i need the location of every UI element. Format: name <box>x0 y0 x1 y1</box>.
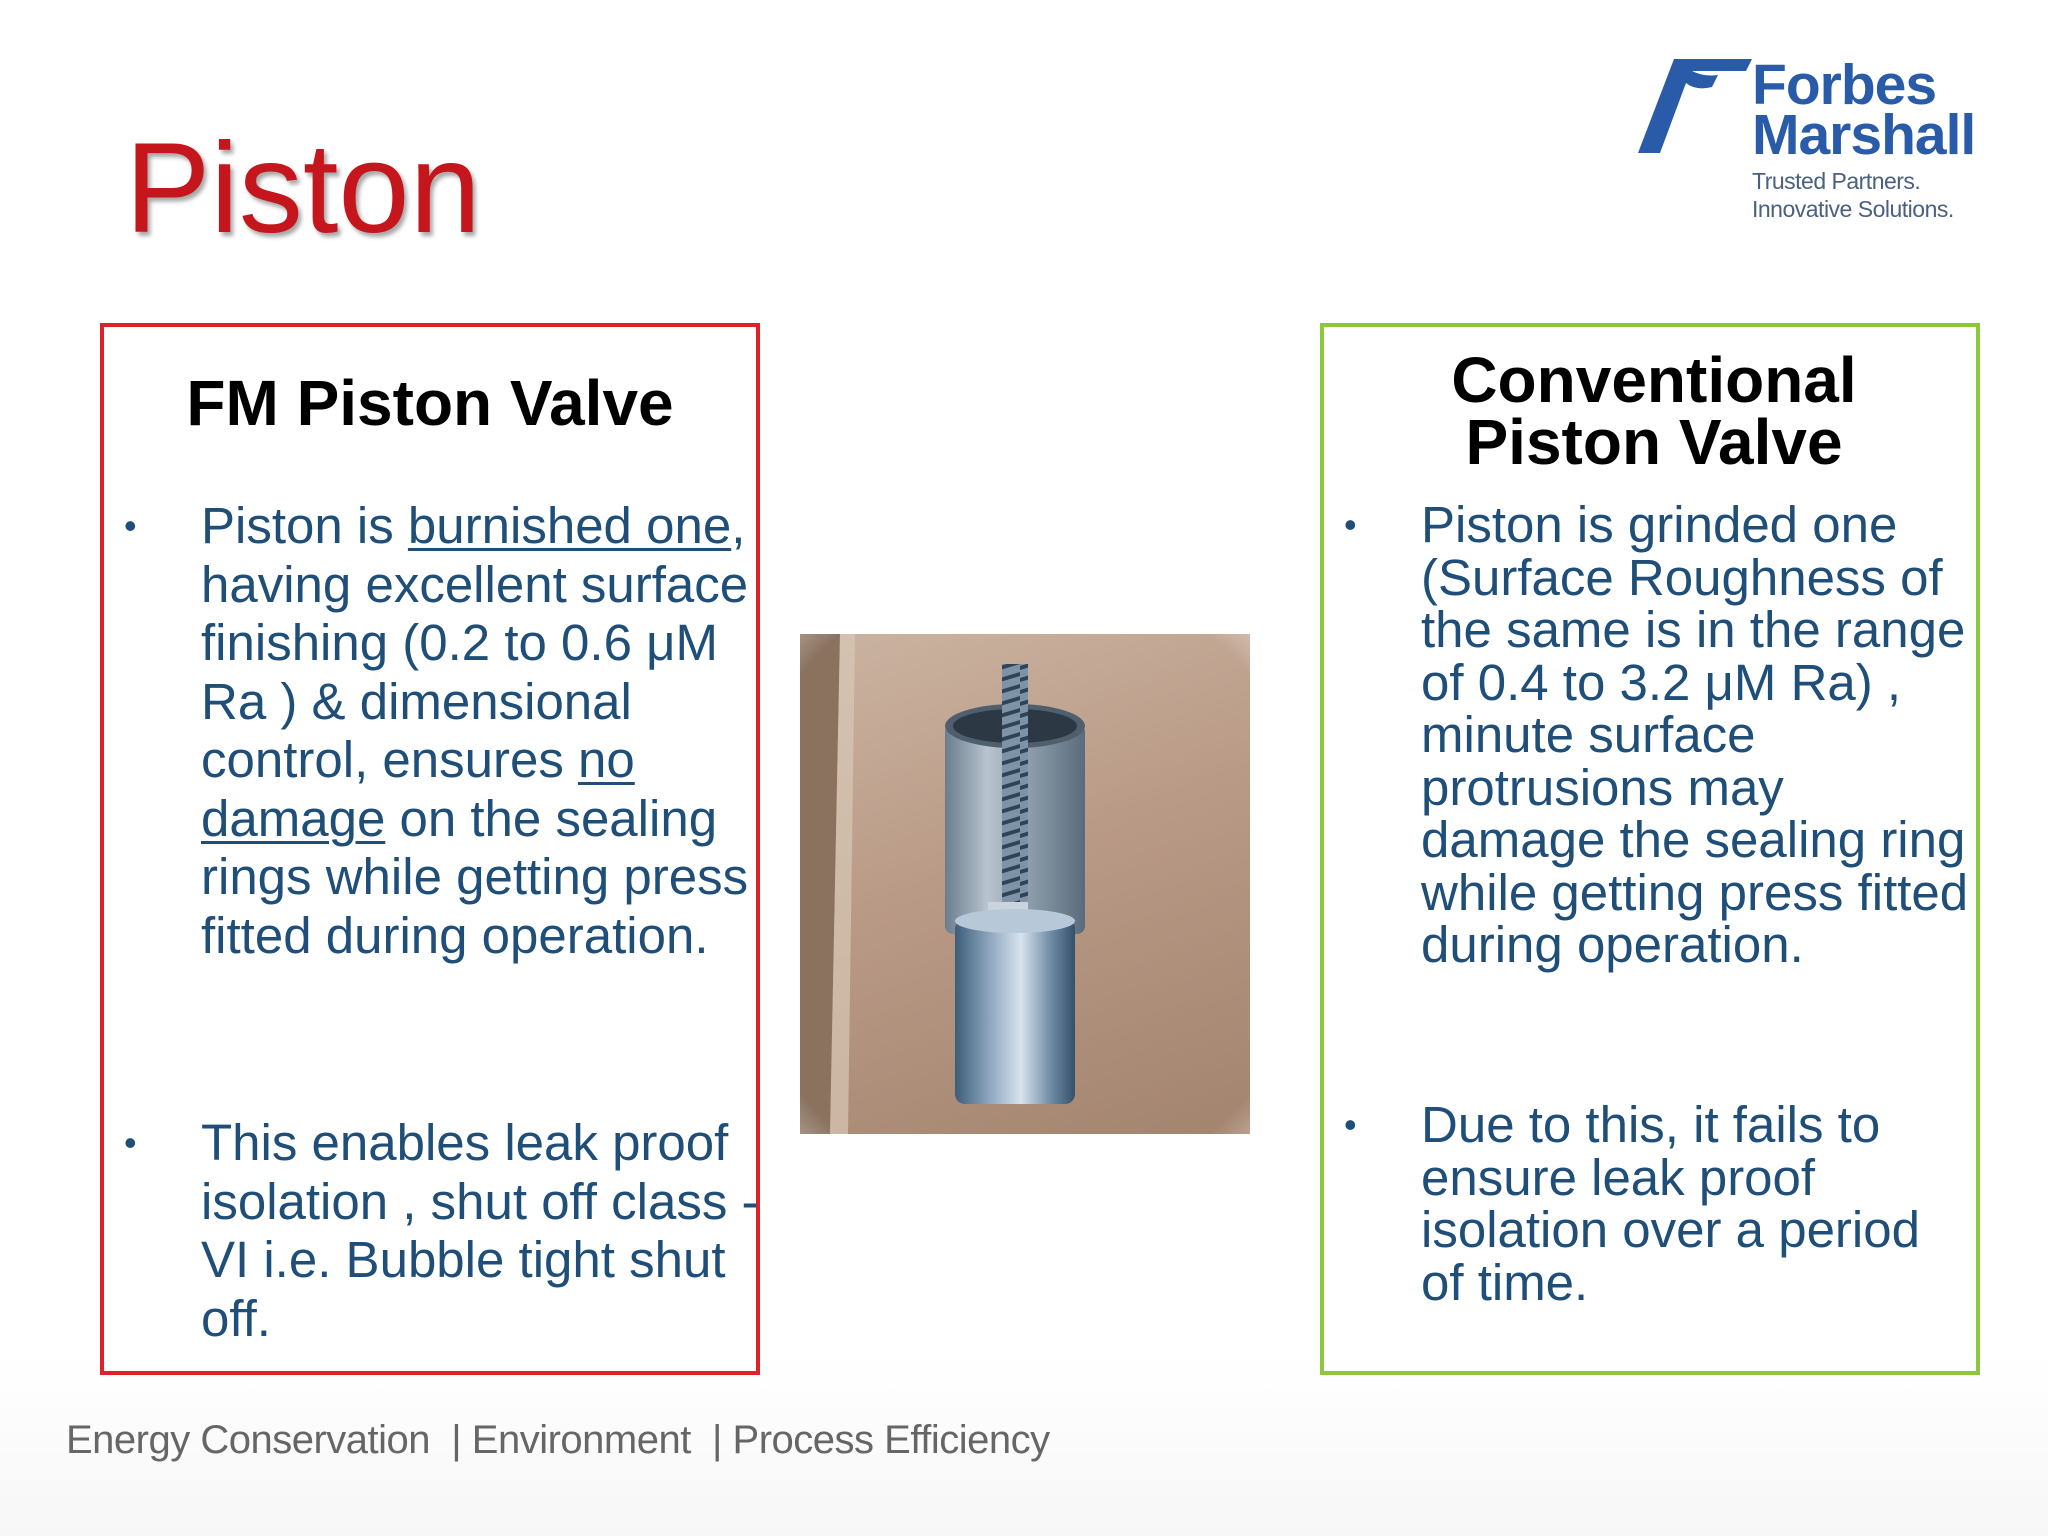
forbes-marshall-logo <box>1630 55 1975 235</box>
left-bullet-1-underline-no-damage: no damage <box>201 731 635 847</box>
logo-tagline-2: Innovative Solutions. <box>1752 196 1954 222</box>
piston-photo <box>800 634 1250 1134</box>
left-bullet-1-post: on the sealing rings while getting press fitted during operation. <box>201 789 749 964</box>
right-bullet-2-text: Due to this, it fails to ensure leak proof isolation over a period of time. <box>1421 1096 1920 1311</box>
bullet-dot-icon: • <box>124 1122 137 1163</box>
right-bullet-1 <box>1344 496 1976 973</box>
bullet-dot-icon: • <box>124 505 137 546</box>
left-bullet-1-underline-burnished: burnished one <box>407 497 732 554</box>
left-bullet-2 <box>124 1114 761 1348</box>
slide-title: Piston <box>125 117 481 260</box>
piston-image <box>800 634 1250 1134</box>
logo-word-forbes: Forbes <box>1752 53 1937 117</box>
left-bullet-1 <box>124 497 761 965</box>
fm-piston-valve-panel <box>100 323 760 1375</box>
logo-tagline-1: Trusted Partners. <box>1752 168 1921 194</box>
logo-word-marshall: Marshall <box>1752 103 1976 167</box>
right-bullet-1-text: Piston is grinded one (Surface Roughness of the same is in the range of 0.4 to 3.2 μM Ra) , minute surface protrusions may damage the sealing ring while getting press fitted during operation. <box>1421 496 1969 973</box>
conventional-piston-valve-panel <box>1320 323 1980 1375</box>
footer-tagline: Energy Conservation | Environment | Process Efficiency <box>66 1418 1050 1462</box>
right-bullet-2 <box>1344 1096 1976 1311</box>
left-bullet-1-mid: , having excellent surface finishing (0.2 to 0.6 μM Ra ) & dimensional control, ensures <box>201 497 749 788</box>
logo-mark-icon <box>1630 55 1760 165</box>
bullet-dot-icon: • <box>1344 504 1357 545</box>
left-bullet-1-pre: Piston is <box>201 497 408 554</box>
bullet-dot-icon: • <box>1344 1104 1357 1145</box>
left-bullet-2-text: This enables leak proof isolation , shut off class - VI i.e. Bubble tight shut off. <box>201 1114 759 1347</box>
right-panel-heading: Conventional Piston Valve <box>1451 344 1857 478</box>
left-panel-heading: FM Piston Valve <box>186 367 674 439</box>
